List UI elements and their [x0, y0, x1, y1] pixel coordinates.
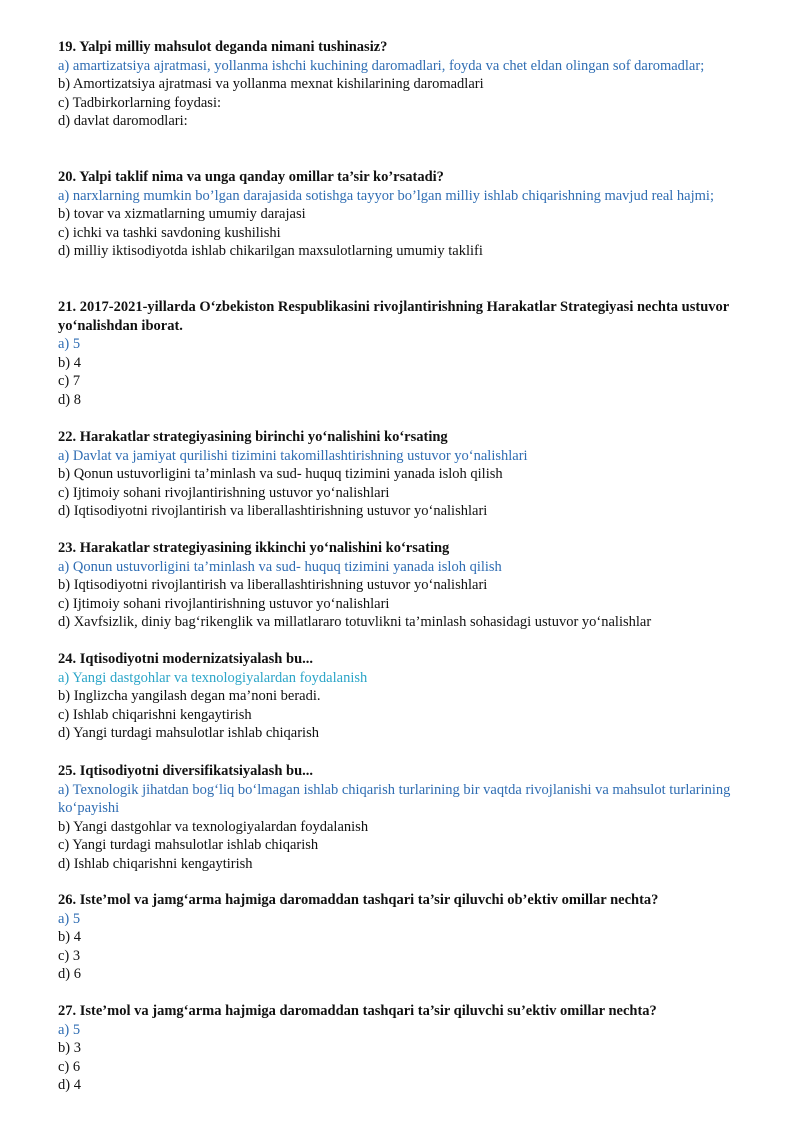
question-24: [58, 650, 748, 743]
question-title: 19. Yalpi milliy mahsulot deganda nimani tushinasiz?: [58, 39, 388, 55]
answer-option-b: b) tovar va xizmatlarning umumiy darajasi: [58, 206, 306, 222]
answer-option-b: b) Inglizcha yangilash degan ma’noni beradi.: [58, 688, 321, 704]
answer-option-b: b) Iqtisodiyotni rivojlantirish va liberallashtirishning ustuvor yo‘nalishlari: [58, 577, 488, 593]
question-title: 23. Harakatlar strategiyasining ikkinchi yo‘nalishini ko‘rsating: [58, 540, 450, 556]
answer-option-d: d) davlat daromodlari:: [58, 113, 188, 129]
answer-option-d: d) 8: [58, 391, 81, 408]
answer-option-c: c) Ijtimoiy sohani rivojlantirishning ustuvor yo‘nalishlari: [58, 595, 390, 612]
answer-option-d: d) Xavfsizlik, diniy bag‘rikenglik va millatlararo totuvlikni ta’minlash sohasidagi ustuvor yo‘nalishlar: [58, 614, 652, 630]
question-20: [58, 168, 748, 261]
question-title: 26. Iste’mol va jamg‘arma hajmiga daromaddan tashqari ta’sir qiluvchi ob’ektiv omillar nechta?: [58, 892, 659, 908]
answer-option-d: d) Yangi turdagi mahsulotlar ishlab chiqarish: [58, 725, 319, 741]
answer-option-c: c) Ijtimoiy sohani rivojlantirishning ustuvor yo‘nalishlari: [58, 484, 390, 501]
question-23: [58, 539, 748, 632]
answer-option-c: c) Tadbirkorlarning foydasi:: [58, 94, 222, 111]
answer-option-a: a) Qonun ustuvorligini ta’minlash va sud- huquq tizimini yanada isloh qilish: [58, 558, 502, 575]
answer-option-b: b) 4: [58, 929, 81, 945]
answer-option-d: d) milliy iktisodiyotda ishlab chikarilgan maxsulotlarning umumiy taklifi: [58, 243, 483, 259]
answer-option-a: a) 5: [58, 336, 81, 352]
answer-option-b: b) 4: [58, 354, 81, 371]
answer-option-c: c) Yangi turdagi mahsulotlar ishlab chiqarish: [58, 837, 319, 853]
question-title: 27. Iste’mol va jamg‘arma hajmiga daromaddan tashqari ta’sir qiluvchi su’ektiv omillar nechta?: [58, 1003, 657, 1019]
question-title: 21. 2017-2021-yillarda O‘zbekiston Respublikasini rivojlantirishning Harakatlar Strategiyasi nechta ustuvor yo‘nalishdan iborat.: [58, 299, 729, 334]
answer-option-b: b) Yangi dastgohlar va texnologiyalardan foydalanish: [58, 818, 369, 835]
answer-option-c: c) 7: [58, 373, 81, 389]
question-title: 24. Iqtisodiyotni modernizatsiyalash bu...: [58, 651, 314, 667]
question-title: 25. Iqtisodiyotni diversifikatsiyalash bu...: [58, 763, 314, 779]
question-26: [58, 891, 748, 984]
answer-option-c: c) ichki va tashki savdoning kushilishi: [58, 224, 281, 241]
question-21: [58, 298, 748, 409]
answer-option-a: a) narxlarning mumkin bo’lgan darajasida sotishga tayyor bo’lgan milliy ishlab chiqarishning mavjud real hajmi;: [58, 187, 714, 204]
question-title: 22. Harakatlar strategiyasining birinchi yo‘nalishini ko‘rsating: [58, 429, 448, 445]
question-22: [58, 428, 748, 521]
answer-option-b: b) 3: [58, 1040, 81, 1056]
answer-option-c: c) 6: [58, 1058, 81, 1075]
answer-option-a: a) amartizatsiya ajratmasi, yollanma ishchi kuchining daromadlari, foyda va chet eldan olingan sof daromadlar;: [58, 57, 705, 74]
question-title: 20. Yalpi taklif nima va unga qanday omillar ta’sir ko’rsatadi?: [58, 169, 444, 185]
answer-option-c: c) 3: [58, 947, 81, 964]
answer-option-d: d) Iqtisodiyotni rivojlantirish va liberallashtirishning ustuvor yo‘nalishlari: [58, 503, 488, 519]
question-25: [58, 762, 748, 873]
answer-option-a: a) Yangi dastgohlar va texnologiyalardan foydalanish: [58, 669, 368, 686]
answer-option-a: a) Texnologik jihatdan bog‘liq bo‘lmagan ishlab chiqarish turlarining bir vaqtda rivojlanishi va mahsulot turlarining ko‘payishi: [58, 781, 731, 816]
answer-option-b: b) Qonun ustuvorligini ta’minlash va sud- huquq tizimini yanada isloh qilish: [58, 466, 503, 482]
answer-option-a: a) 5: [58, 910, 81, 927]
answer-option-b: b) Amortizatsiya ajratmasi va yollanma mexnat kishilarining daromadlari: [58, 76, 484, 92]
answer-option-d: d) Ishlab chiqarishni kengaytirish: [58, 855, 253, 872]
question-27: [58, 1002, 748, 1095]
answer-option-d: d) 4: [58, 1077, 81, 1093]
answer-option-a: a) Davlat va jamiyat qurilishi tizimini takomillashtirishning ustuvor yo‘nalishlari: [58, 447, 528, 464]
answer-option-c: c) Ishlab chiqarishni kengaytirish: [58, 706, 252, 723]
question-19: [58, 38, 748, 131]
answer-option-a: a) 5: [58, 1021, 81, 1038]
answer-option-d: d) 6: [58, 966, 81, 982]
